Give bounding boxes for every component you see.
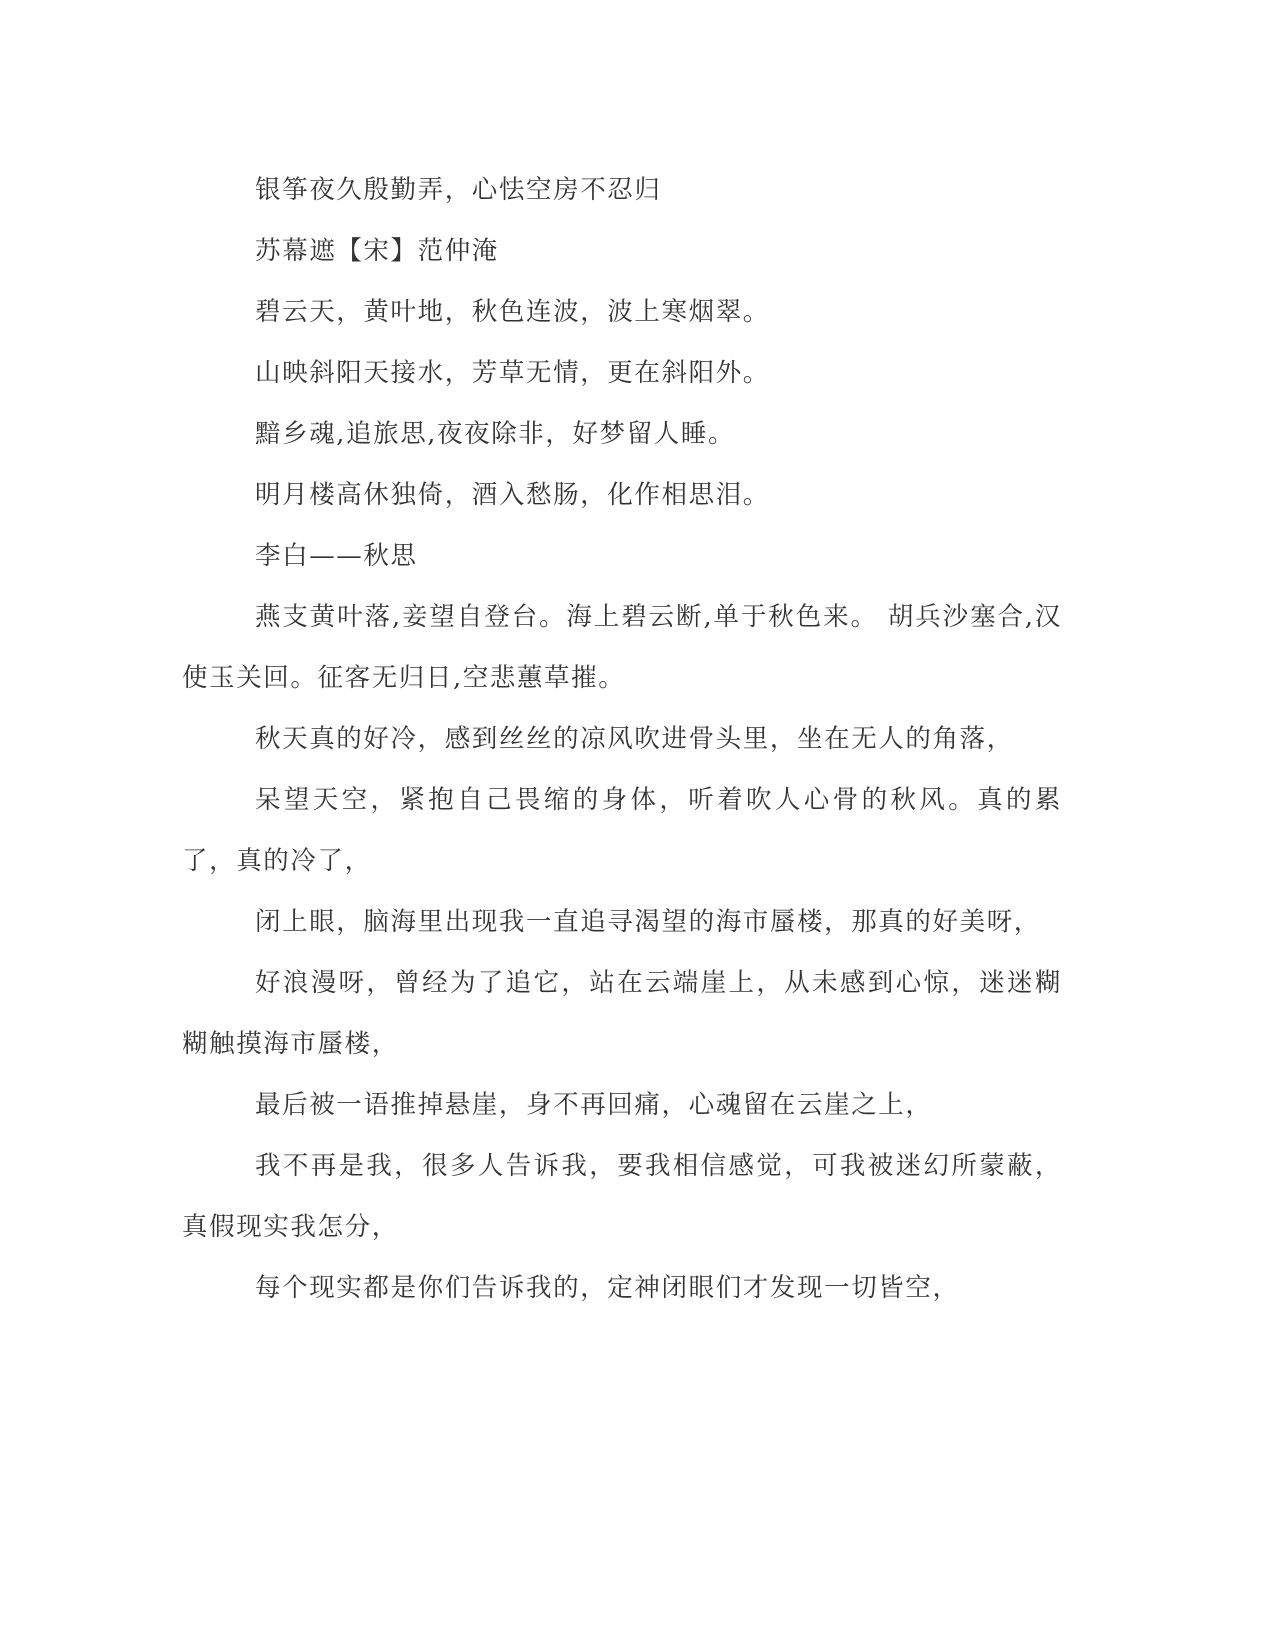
document-body bbox=[182, 160, 1062, 1319]
paragraph: 碧云天，黄叶地，秋色连波，波上寒烟翠。 bbox=[255, 297, 770, 327]
paragraph: 黯乡魂,追旅思,夜夜除非，好梦留人睡。 bbox=[255, 419, 736, 449]
paragraph: 闭上眼，脑海里出现我一直追寻渴望的海市蜃楼，那真的好美呀， bbox=[255, 907, 1041, 937]
paragraph: 最后被一语推掉悬崖，身不再回痛，心魂留在云崖之上， bbox=[255, 1090, 933, 1120]
paragraph: 每个现实都是你们告诉我的，定神闭眼们才发现一切皆空， bbox=[255, 1273, 960, 1303]
paragraph: 山映斜阳天接水，芳草无情，更在斜阳外。 bbox=[255, 358, 770, 388]
paragraph: 好浪漫呀，曾经为了追它，站在云端崖上，从未感到心惊，迷迷糊糊触摸海市蜃楼， bbox=[182, 968, 1062, 1059]
paragraph: 明月楼高休独倚，酒入愁肠，化作相思泪。 bbox=[255, 480, 770, 510]
paragraph: 我不再是我，很多人告诉我，要我相信感觉，可我被迷幻所蒙蔽，真假现实我怎分， bbox=[182, 1151, 1062, 1242]
paragraph: 李白——秋思 bbox=[255, 541, 418, 571]
paragraph: 秋天真的好冷，感到丝丝的凉风吹进骨头里，坐在无人的角落， bbox=[255, 724, 1014, 754]
paragraph: 燕支黄叶落,妾望自登台。海上碧云断,单于秋色来。 胡兵沙塞合,汉使玉关回。征客无归日,空悲蕙草摧。 bbox=[182, 602, 1062, 693]
paragraph: 银筝夜久殷勤弄，心怯空房不忍归 bbox=[255, 175, 662, 205]
paragraph: 苏幕遮【宋】范仲淹 bbox=[255, 236, 499, 266]
paragraph: 呆望天空，紧抱自己畏缩的身体，听着吹人心骨的秋风。真的累了，真的冷了， bbox=[182, 785, 1062, 876]
